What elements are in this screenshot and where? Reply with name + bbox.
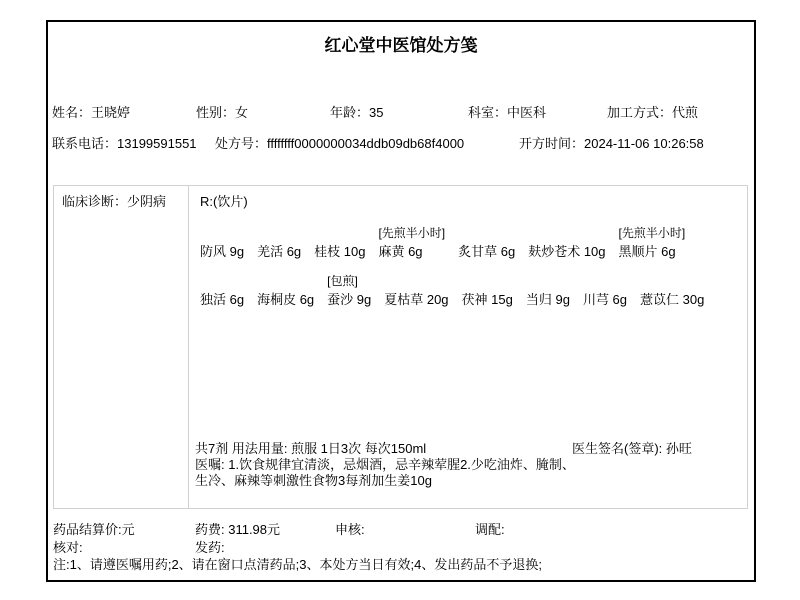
- herb-item: [583, 288, 627, 308]
- patient-name: 姓名：王晓婷: [52, 105, 131, 120]
- patient-department: 科室：中医科: [468, 105, 547, 120]
- herb-row: [200, 274, 704, 308]
- patient-age: 年龄：35: [330, 105, 384, 120]
- herb-item: [528, 240, 605, 260]
- issue-field: 发药:: [195, 540, 225, 555]
- herb-name: 独活 6g: [200, 292, 245, 307]
- settlement-price: 药品结算价:元: [53, 522, 135, 537]
- herb-row: [200, 226, 685, 260]
- herb-name: 麸炒苍术 10g: [528, 244, 606, 259]
- herb-item: [619, 226, 686, 260]
- herb-name: 川芎 6g: [582, 292, 628, 307]
- herb-name: 黑顺片 6g: [618, 244, 676, 259]
- processing-method: 加工方式：代煎: [607, 105, 699, 120]
- dispense-field: 调配:: [475, 522, 505, 537]
- herb-name: 薏苡仁 30g: [640, 292, 705, 307]
- herb-name: 防风 9g: [200, 244, 245, 259]
- drug-fee: 药费: 311.98元: [195, 522, 281, 537]
- clinical-diagnosis: 临床诊断：少阴病: [62, 194, 167, 209]
- check-field: 核对:: [53, 540, 83, 555]
- doctor-advice-line-1: 医嘱: 1.饮食规律宜清淡，忌烟酒，忌辛辣荤腥2.少吃油炸、腌制、: [195, 457, 575, 472]
- herb-item: [526, 288, 570, 308]
- herb-item: [257, 240, 301, 260]
- herb-name: 桂枝 10g: [314, 244, 366, 259]
- herb-annotation: [包煎]: [327, 274, 358, 288]
- herb-item: [462, 288, 513, 308]
- herb-name: 海桐皮 6g: [257, 292, 315, 307]
- herb-item: [200, 288, 244, 308]
- doctor-advice-line-2: 生冷、麻辣等刺激性食物3每剂加生姜10g: [195, 473, 432, 488]
- herb-annotation: [先煎半小时]: [378, 226, 446, 240]
- patient-gender: 性别：女: [196, 105, 249, 120]
- herb-name: 夏枯草 20g: [384, 292, 449, 307]
- contact-phone: 联系电话：13199591551: [52, 136, 197, 151]
- review-field: 申核:: [335, 522, 365, 537]
- prescription-number: 处方号：ffffffff0000000034ddb09db68f4000: [215, 136, 465, 151]
- herb-name: 当归 9g: [525, 292, 570, 307]
- herb-name: 炙甘草 6g: [458, 244, 516, 259]
- herb-name: 蚕沙 9g: [327, 292, 372, 307]
- herb-item: [200, 240, 244, 260]
- herb-item: [257, 288, 314, 308]
- herb-item: [314, 240, 365, 260]
- herb-item: [327, 274, 371, 308]
- herb-item: [384, 288, 448, 308]
- herb-item: [640, 288, 704, 308]
- herb-name: 麻黄 6g: [378, 244, 423, 259]
- usage-dosage: 共7剂 用法用量: 煎服 1日3次 每次150ml: [195, 441, 427, 456]
- herb-annotation: [先煎半小时]: [618, 226, 686, 240]
- herb-name: 茯神 15g: [461, 292, 513, 307]
- doctor-signature: 医生签名(签章): 孙旺: [572, 441, 692, 456]
- rx-header: R:(饮片): [200, 194, 248, 209]
- footer-note: 注:1、请遵医嘱用药;2、请在窗口点清药品;3、本处方当日有效;4、发出药品不予退换;: [53, 557, 542, 572]
- page-title: 红心堂中医馆处方笺: [324, 36, 478, 55]
- herb-name: 羌活 6g: [257, 244, 302, 259]
- herb-item: [458, 240, 515, 260]
- diagnosis-divider: [188, 186, 189, 508]
- issue-time: 开方时间：2024-11-06 10:26:58: [519, 136, 704, 151]
- herb-item: [378, 226, 445, 260]
